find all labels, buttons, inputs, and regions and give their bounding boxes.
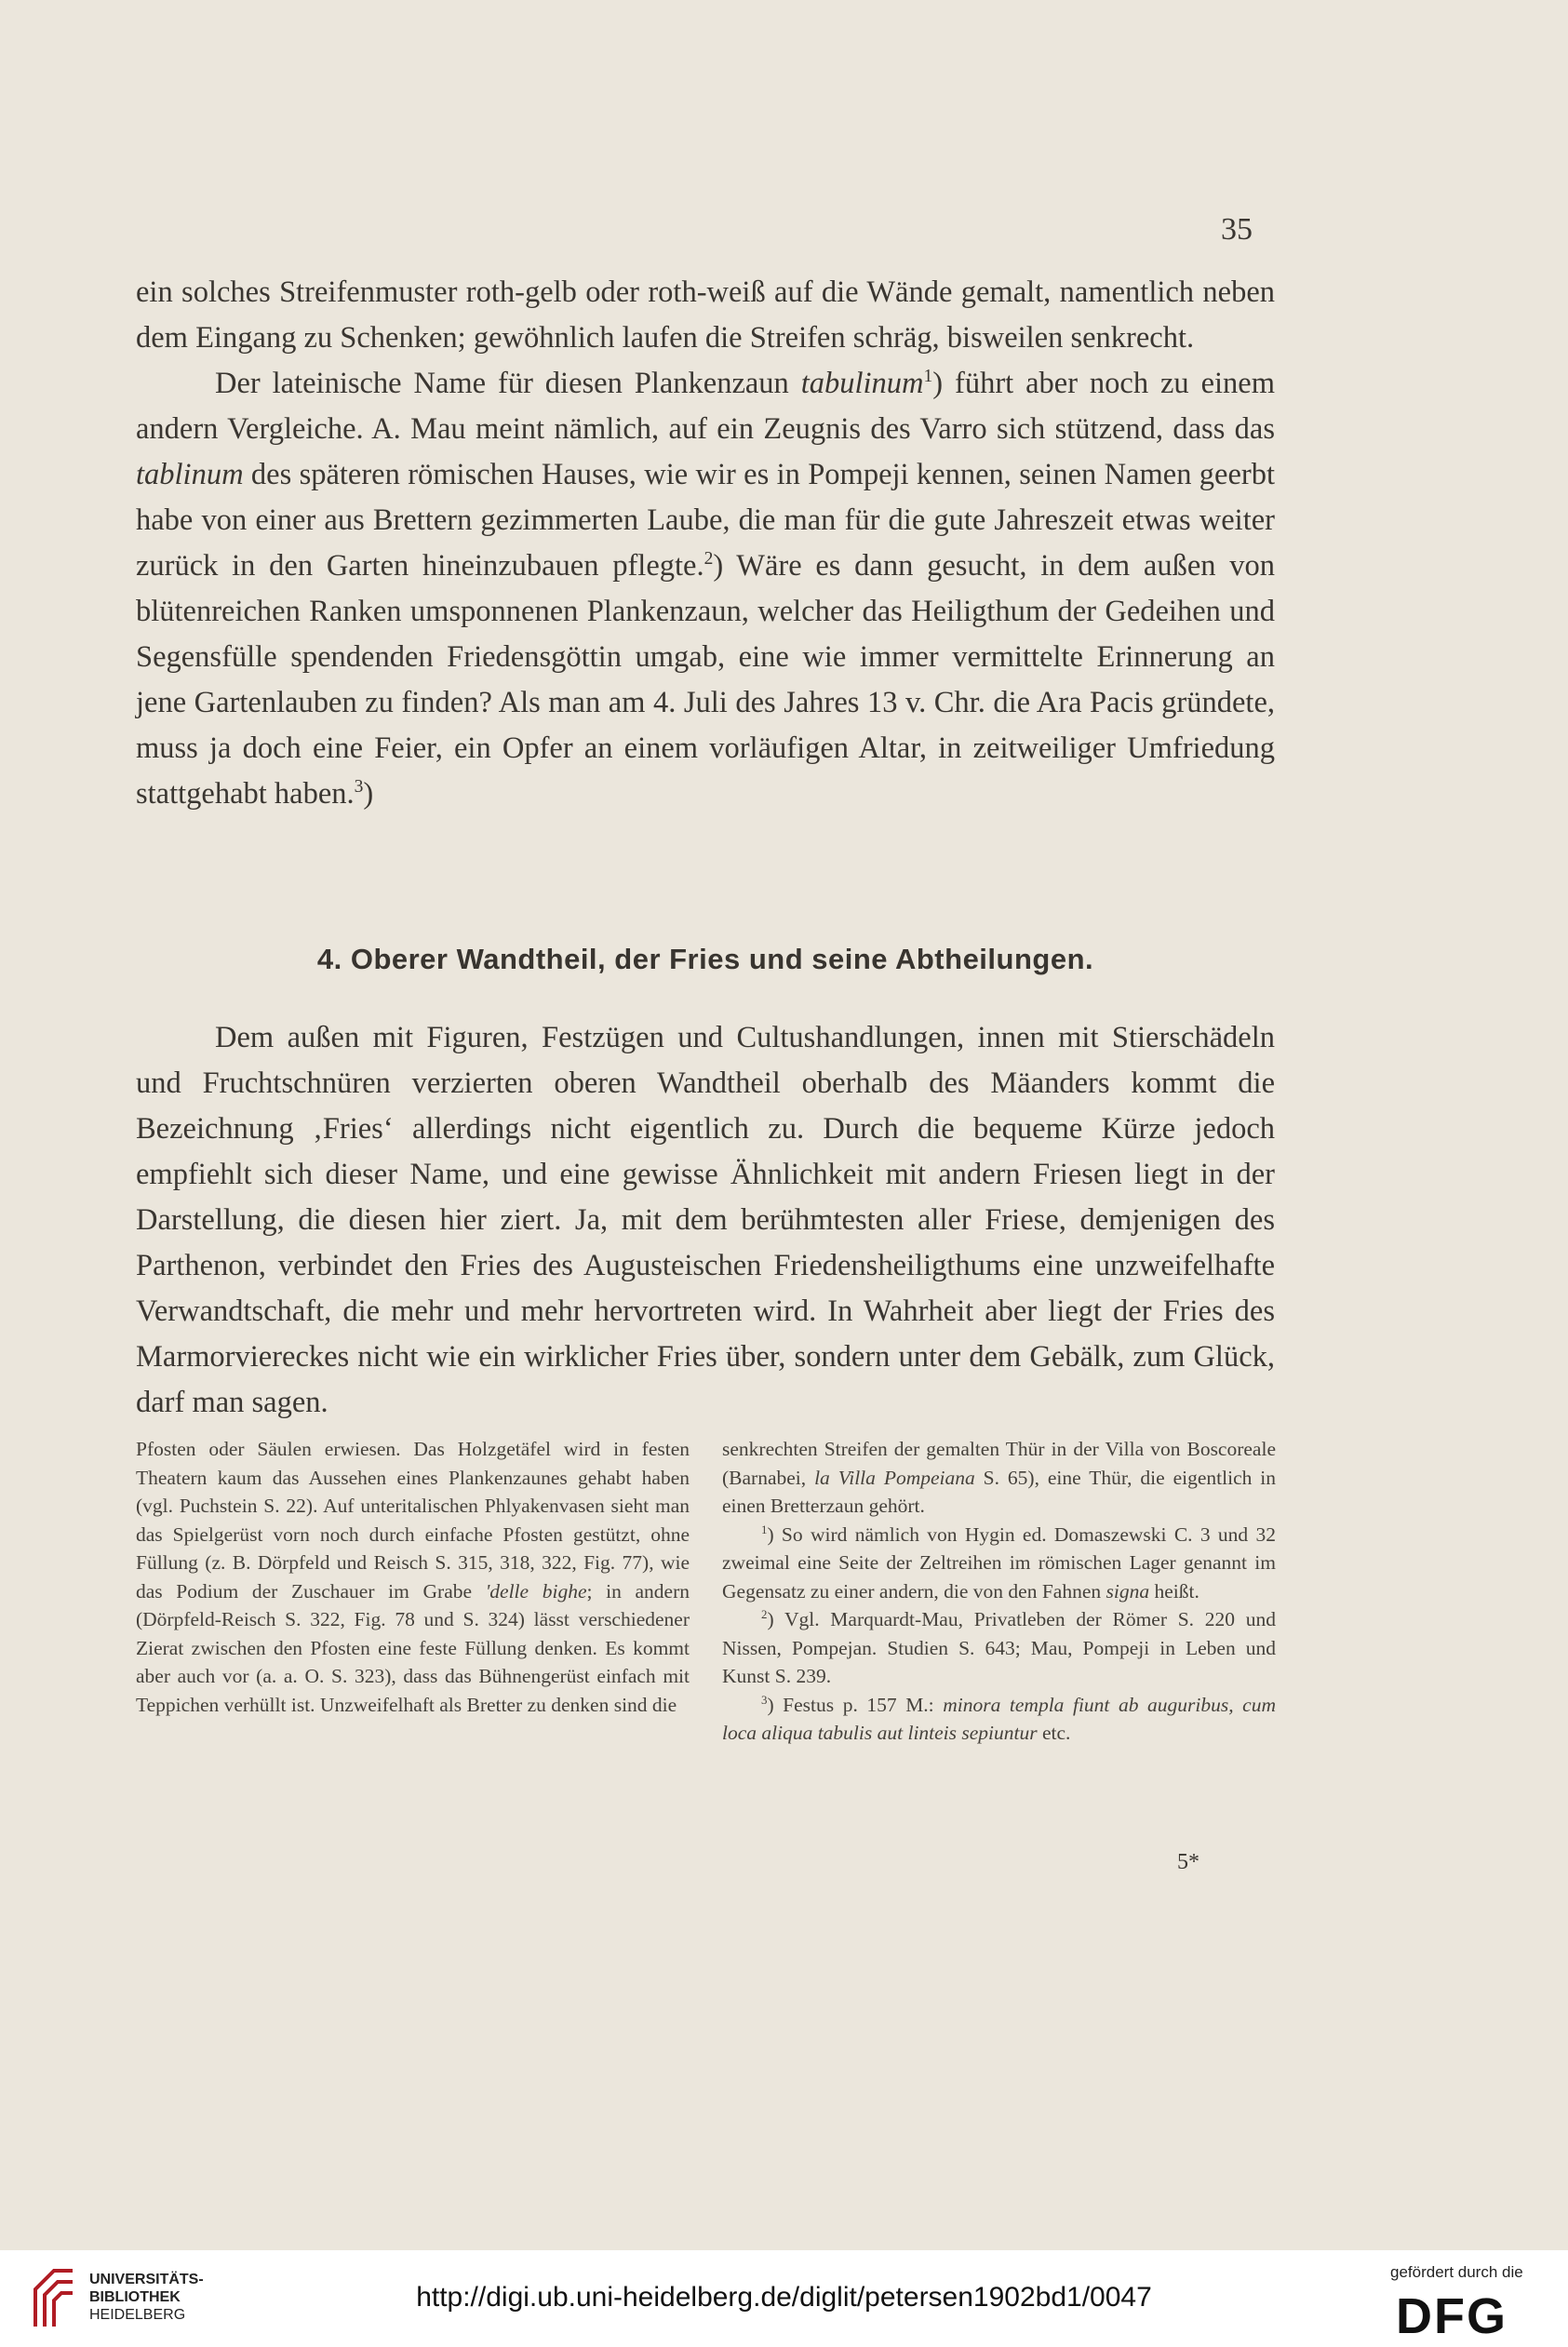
italic-term: 'delle bighe: [485, 1579, 587, 1603]
text-span: senkrechten Streifen der gemalten Thür in der Villa von Boscoreale (Barnabei,: [722, 1438, 1276, 1489]
text-span: ) Festus p. 157 M.:: [767, 1693, 944, 1716]
paragraph-2: [136, 361, 1275, 817]
text-span: ; in andern (Dörpfeld-Reisch S. 322, Fig. 78 und S. 324) lässt verschiedener Zierat zwischen den Pfosten eine feste Füllung denken. Es kommt aber auch vor (a. a. O. S. 323), dass das Bühnengerüst einfach mit Teppichen verhüllt ist. Unzweifelhaft als Bretter zu denken sind die: [136, 1579, 690, 1716]
footnote-continued: [136, 1435, 690, 1719]
section-heading: 4. Oberer Wandtheil, der Fries und seine Abtheilungen.: [316, 943, 1094, 975]
section-text: [136, 1015, 1275, 1426]
footnote-1: [722, 1521, 1276, 1606]
paragraph-1: ein solches Streifenmuster roth-gelb oder roth-weiß auf die Wände gemalt, namentlich neben dem Eingang zu Schenken; gewöhnlich laufen die Streifen schräg, bisweilen senkrecht.: [136, 275, 1275, 355]
italic-term: tablinum: [136, 458, 244, 491]
text-span: ) Vgl. Marquardt-Mau, Privatleben der Römer S. 220 und Nissen, Pompejan. Studien S. 643; Mau, Pompeji in Leben und Kunst S. 239.: [722, 1608, 1276, 1687]
footnote-3: [722, 1691, 1276, 1748]
paragraph-3: Dem außen mit Figuren, Festzügen und Cultushandlungen, innen mit Stierschädeln und Fruchtschnüren verzierten oberen Wandtheil oberhalb des Mäanders kommt die Bezeichnung ‚Fries‘ allerdings nicht eigentlich zu. Durch die bequeme Kürze jedoch empfiehlt sich dieser Name, und eine gewisse Ähnlichkeit mit andern Friesen liegt in der Darstellung, die diesen hier ziert. Ja, mit dem berühmtesten aller Friese, demjenigen des Parthenon, verbindet den Fries des Augusteischen Friedensheiligthums eine unzweifelhafte Verwandtschaft, die mehr und mehr hervortreten wird. In Wahrheit aber liegt der Fries des Marmorviereckes nicht wie ein wirklicher Fries über, sondern unter dem Gebälk, zum Glück, darf man sagen.: [136, 1021, 1275, 1419]
dfg-caption: gefördert durch die: [1390, 2263, 1523, 2281]
viewer-footer: [0, 2250, 1568, 2347]
text-span: heißt.: [1149, 1579, 1199, 1603]
footnote-number: 1: [761, 1522, 768, 1536]
text-span: ) Wäre es dann gesucht, in dem außen von blütenreichen Ranken umsponnenen Plankenzaun, welcher das Heiligthum der Gedeihen und Segensfülle spendenden Friedensgöttin umgab, eine wie immer vermittelte Erinnerung an jene Gartenlauben zu finden? Als man am 4. Juli des Jahres 13 v. Chr. die Ara Pacis gründete, muss ja doch eine Feier, ein Opfer an einem vorläufigen Altar, in zeitweiliger Umfriedung stattgehabt haben.: [136, 549, 1275, 811]
text-span: Der lateinische Name für diesen Plankenzaun: [215, 367, 801, 400]
italic-term: tabulinum: [800, 367, 924, 400]
footnote-2: [722, 1605, 1276, 1691]
footnote-number: 2: [761, 1607, 768, 1621]
footnote-marker: 1: [923, 367, 933, 387]
italic-term: minora templa fiunt ab auguribus, cum loca aliqua tabulis aut linteis sepiuntur: [722, 1693, 1276, 1744]
text-span: Pfosten oder Säulen erwiesen. Das Holzgetäfel wird in festen Theatern kaum das Aussehen eines Plankenzaunes gehabt haben (vgl. Puchstein S. 22). Auf unteritalischen Phlyakenvasen sieht man das Spielgerüst vorn noch durch einfache Pfosten gestützt, ohne Füllung (z. B. Dörpfeld und Reisch S. 315, 318, 322, Fig. 77), wie das Podium der Zuschauer im Grabe: [136, 1438, 690, 1603]
text-span: ) führt aber noch zu einem andern Vergleiche. A. Mau meint nämlich, auf ein Zeugnis des Varro sich stützend, dass das: [136, 367, 1275, 446]
dfg-logo: DFG: [1396, 2288, 1508, 2344]
text-span: S. 65), eine Thür, die eigentlich in einen Bretterzaun gehört.: [722, 1466, 1277, 1517]
page-number: 35: [1221, 212, 1253, 247]
signature-mark: 5*: [1177, 1850, 1199, 1874]
footnote-number: 3: [761, 1693, 768, 1707]
text-span: des späteren römischen Hauses, wie wir es in Pompeji kennen, seinen Namen geerbt habe von einer aus Brettern gezimmerten Laube, die man für die gute Jahreszeit etwas weiter zurück in den Garten hineinzubauen pflegte.: [136, 458, 1275, 583]
footnote-marker: 2: [704, 549, 714, 570]
library-name-line: UNIVERSITÄTS-: [89, 2272, 204, 2287]
main-text: [136, 270, 1275, 817]
library-name-line: BIBLIOTHEK: [89, 2289, 181, 2305]
footnotes-right-column: [722, 1435, 1276, 1748]
library-name-line: HEIDELBERG: [89, 2307, 186, 2323]
text-span: ): [363, 777, 374, 811]
footnote-continued-right: [722, 1435, 1276, 1521]
footnotes-left-column: [136, 1435, 690, 1719]
footnote-marker: 3: [354, 777, 364, 798]
text-span: ) So wird nämlich von Hygin ed. Domaszewski C. 3 und 32 zweimal eine Seite der Zeltreihen im römischen Lager genannt im Gegensatz zu einer andern, die von den Fahnen: [722, 1522, 1276, 1603]
italic-term: signa: [1106, 1579, 1150, 1603]
italic-term: la Villa Pompeiana: [814, 1466, 975, 1489]
permalink-url[interactable]: http://digi.ub.uni-heidelberg.de/diglit/petersen1902bd1/0047: [416, 2282, 1152, 2313]
text-span: etc.: [1037, 1722, 1071, 1744]
